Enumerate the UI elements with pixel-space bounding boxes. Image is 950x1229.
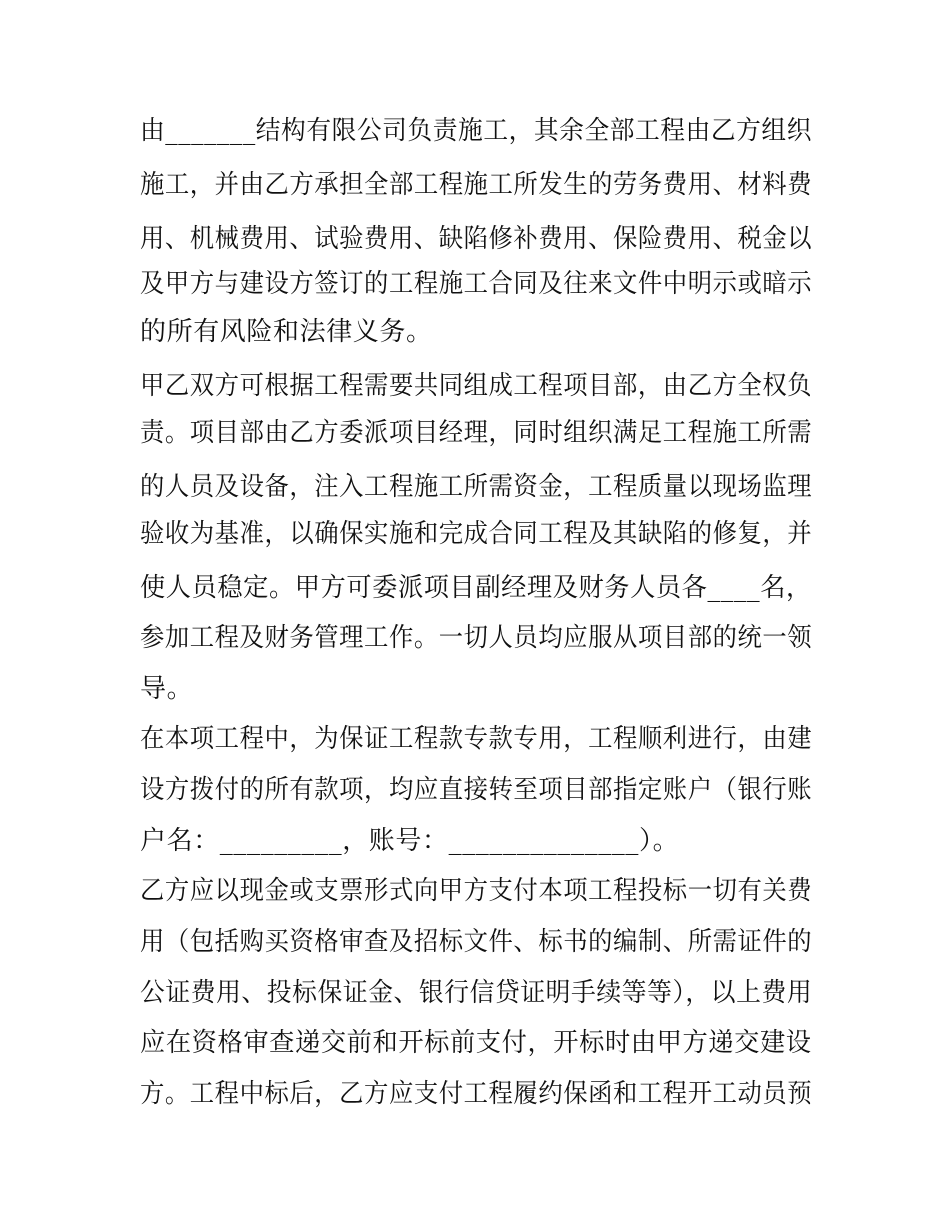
text-line: 的人员及设备，注入工程施工所需资金，工程质量以现场监理 bbox=[140, 472, 813, 502]
text-line: 用、机械费用、试验费用、缺陷修补费用、保险费用、税金以 bbox=[140, 224, 813, 254]
text-line: 甲乙双方可根据工程需要共同组成工程项目部，由乙方全权负 bbox=[140, 371, 813, 401]
text-line: 用（包括购买资格审查及招标文件、标书的编制、所需证件的 bbox=[140, 927, 813, 957]
text-line: 在本项工程中，为保证工程款专款专用，工程顺利进行，由建 bbox=[140, 724, 813, 754]
text-line: 公证费用、投标保证金、银行信贷证明手续等等），以上费用 bbox=[140, 978, 813, 1008]
text-line: 导。 bbox=[140, 674, 194, 704]
text-line: 参加工程及财务管理工作。一切人员均应服从项目部的统一领 bbox=[140, 623, 813, 653]
text-line: 的所有风险和法律义务。 bbox=[140, 317, 433, 347]
text-line: 方。工程中标后，乙方应支付工程履约保函和工程开工动员预 bbox=[140, 1079, 813, 1109]
text-line: 及甲方与建设方签订的工程施工合同及往来文件中明示或暗示 bbox=[140, 269, 813, 299]
text-line: 责。项目部由乙方委派项目经理，同时组织满足工程施工所需 bbox=[140, 418, 813, 448]
text-line: 验收为基准，以确保实施和完成合同工程及其缺陷的修复，并 bbox=[140, 519, 813, 549]
text-line: 乙方应以现金或支票形式向甲方支付本项工程投标一切有关费 bbox=[140, 876, 813, 906]
text-line: 户名：_________，账号：______________）。 bbox=[140, 826, 680, 856]
text-line: 使人员稳定。甲方可委派项目副经理及财务人员各____名， bbox=[140, 573, 812, 603]
text-line: 应在资格审查递交前和开标前支付，开标时由甲方递交建设 bbox=[140, 1028, 812, 1058]
text-line: 由_______结构有限公司负责施工，其余全部工程由乙方组织 bbox=[140, 116, 813, 146]
text-line: 设方拨付的所有款项，均应直接转至项目部指定账户（银行账 bbox=[140, 775, 813, 805]
text-line: 施工，并由乙方承担全部工程施工所发生的劳务费用、材料费 bbox=[140, 170, 813, 200]
